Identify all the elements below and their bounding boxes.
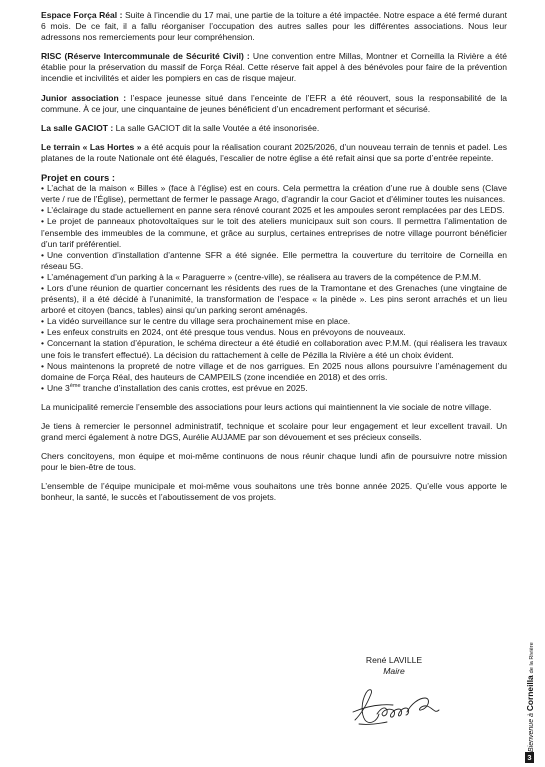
bullet-icon: •	[41, 249, 44, 260]
list-item: • Concernant la station d’épuration, le schéma directeur a été étudié en collaboration avec P.M.M. (qui réalisera les travaux une fois le transfert effectué). La décision du rattachement à celle de Pézilla la Rivière a été un choix évident.	[41, 338, 507, 360]
magazine-title: Bienvenue à Corneilla de la Rivière	[525, 642, 535, 752]
text-hortes: a été acquis pour la réalisation courant 2025/2026, d’un nouveau terrain de tennis et padel. Les platanes de la route Nationale ont été élagués, l’escalier de notre église a été refait ainsi que sa porte d’entrée repeinte.	[41, 141, 507, 163]
closing-wishes: L’ensemble de l’équipe municipale et moi-même vous souhaitons une très bonne année 2025. Qu’elle vous apporte le bonheur, la santé, le succès et l’aboutissement de vos projets.	[41, 481, 507, 503]
text-gaciot: La salle GACIOT dit la salle Voutée a été insonorisée.	[115, 122, 320, 133]
text-espace-force-real: Suite à l’incendie du 17 mai, une partie de la toiture a été impactée. Notre espace a été fermé durant 6 mois. De ce fait, il a fallu réorganiser l’occupation des autres salles pour les différentes associations. Nous leur adressons nos remerciements pour leur compréhension.	[41, 10, 508, 43]
closing-associations: La municipalité remercie l’ensemble des associations pour leurs actions qui maintiennent la vie sociale de notre village.	[41, 401, 492, 412]
heading-junior: Junior association :	[41, 92, 127, 103]
magazine-sidebar-banner	[522, 630, 536, 762]
list-item: • L’achat de la maison « Billes » (face à l’église) est en cours. Cela permettra la création d’une rue à double sens (Clave verte / rue de l’Église), permettant de fermer le passage Arago, d’agrandir la cour Gaciot et d’éliminer toutes les nuisances.	[41, 183, 507, 205]
closing-team: Chers concitoyens, mon équipe et moi-même continuons de nous réunir chaque lundi afin de poursuivre notre mission pour le bien-être de tous.	[41, 451, 507, 473]
project-list	[41, 183, 507, 394]
list-item: • Le projet de panneaux photovoltaïques sur le toit des ateliers municipaux suit son cours. Il permettra l’alimentation de l’ensemble des immeubles de la commune, et grâce au surplus, certaines entreprises de notre village pourront bénéficier d’un tarif préférentiel.	[41, 216, 507, 249]
bullet-icon: •	[41, 316, 44, 327]
paragraph-espace-force-real	[41, 10, 507, 43]
list-item: • Une convention d’installation d’antenne SFR a été signée. Elle permettra la couverture du territoire de Corneilla en réseau 5G.	[41, 249, 507, 271]
list-item: • Les enfeux construits en 2024, ont été presque tous vendus. Nous en prévoyons de nouveaux.	[41, 327, 406, 338]
heading-espace-force-real: Espace Força Réal :	[41, 10, 123, 20]
heading-projects: Projet en cours :	[41, 172, 115, 184]
bullet-icon: •	[41, 382, 44, 393]
bullet-icon: •	[41, 205, 44, 216]
handwritten-signature	[347, 684, 443, 728]
paragraph-hortes	[41, 142, 507, 164]
bullet-icon: •	[41, 216, 44, 227]
paragraph-junior	[41, 93, 507, 115]
heading-hortes: Le terrain « Las Hortes »	[41, 141, 142, 152]
list-item: • Une 3ème tranche d’installation des canis crottes, est prévue en 2025.	[41, 382, 308, 393]
article-body	[41, 10, 507, 512]
list-item: • Lors d’une réunion de quartier concernant les résidents des rues de la Tramontane et des Grenaches (une vingtaine de présents), il a été décidé à l’unanimité, la transformation de l’espace « la pinède ». Les pins seront arrachés et un lieu arboré et citoyen (bancs, tables) ainsi qu’un parking seront aménagés.	[41, 282, 507, 316]
signatory-name: René LAVILLE	[365, 655, 423, 665]
list-item: • Nous maintenons la propreté de notre village et de nos garrigues. En 2025 nous allons poursuivre l’aménagement du domaine de Força Réal, des hauteurs de CAMPEILS (zone incendiée en 2018) et des orris.	[41, 360, 507, 382]
bullet-icon: •	[41, 360, 44, 371]
bullet-icon: •	[41, 271, 44, 282]
bullet-icon: •	[41, 183, 44, 194]
closing-staff: Je tiens à remercier le personnel administratif, technique et scolaire pour leur engagement et leur excellent travail. Un grand merci également à notre DGS, Aurélie AUJAME par son dévouement et ses précieux conseils.	[41, 421, 507, 443]
paragraph-gaciot	[41, 123, 507, 134]
signature-block	[344, 655, 444, 677]
list-item: • La vidéo surveillance sur le centre du village sera prochainement mise en place.	[41, 316, 351, 327]
bullet-icon: •	[41, 282, 44, 293]
bullet-icon: •	[41, 338, 44, 349]
text-risc: Une convention entre Millas, Montner et Corneilla la Rivière a été établie pour la préservation du massif de Força Réal. Cette réserve fait appel à des bénévoles pour faire de la prévention incendie et incivilités et aider les pompiers en cas de risque majeur.	[41, 51, 508, 84]
text-junior: l’espace jeunesse situé dans l’enceinte de l’EFR a été réouvert, sous la responsabilité de la commune. À ce jour, une cinquantaine de jeunes bénéficient d’un encadrement performant et sécurisé.	[41, 92, 507, 114]
page-number: 3	[525, 752, 534, 763]
paragraph-risc	[41, 51, 507, 84]
heading-risc: RISC (Réserve Intercommunale de Sécurité Civil) :	[41, 51, 250, 62]
signatory-role: Maire	[383, 666, 405, 676]
heading-gaciot: La salle GACIOT :	[41, 122, 114, 133]
list-item: • L’aménagement d’un parking à la « Paraguerre » (centre-ville), se réalisera au travers de la compétence de P.M.M.	[41, 271, 482, 282]
list-item: • L’éclairage du stade actuellement en panne sera rénové courant 2025 et les ampoules seront remplacées par des LEDS.	[41, 205, 505, 216]
bullet-icon: •	[41, 327, 44, 338]
